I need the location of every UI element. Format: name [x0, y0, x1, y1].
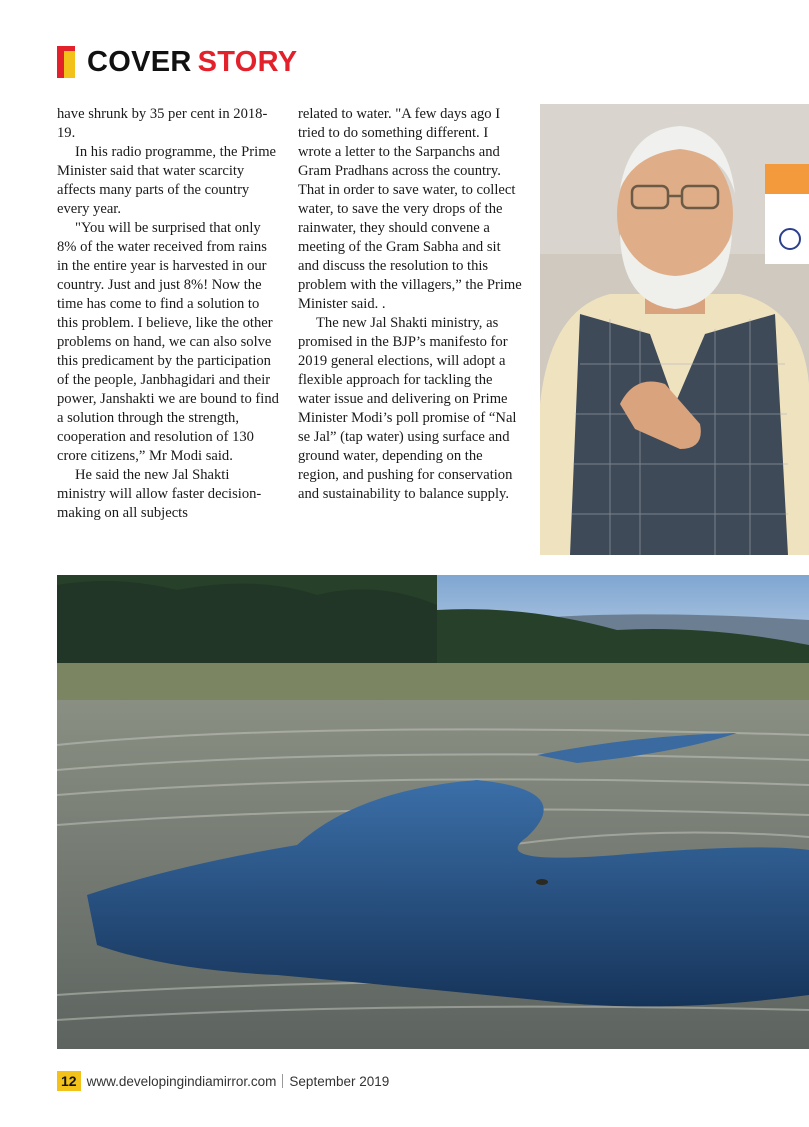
prime-minister-photo — [540, 104, 809, 555]
article-column-right — [298, 105, 524, 504]
page-number: 12 — [57, 1071, 81, 1091]
paragraph: have shrunk by 35 per cent in 2018-19. — [57, 106, 268, 141]
issue-date: September 2019 — [289, 1073, 390, 1089]
paragraph: He said the new Jal Shakti ministry will allow faster decision-making on all subjects — [57, 467, 262, 521]
footer-divider — [282, 1074, 283, 1088]
paragraph: "You will be surprised that only 8% of the water received from rains in the entire year is harvested in our country. Just and just 8%! Now the time has come to find a solution to this problem. I believe, like the other problems on hand, we can also solve this predicament by the participation of the people, Janbhagidari and their power, Janshakti we are bound to find a solution through the strength, cooperation and resolution of 130 crore citizens,” Mr Modi said. — [57, 220, 279, 464]
paragraph: related to water. "A few days ago I tried to do something different. I wrote a letter to the Sarpanchs and Gram Pradhans across the country. That in order to save water, to collect water, to save the very drops of the rainwater, they should convene a meeting of the Gram Sabha and sit and discuss the resolution to this problem with the villagers,” the Prime Minister said. . — [298, 106, 522, 312]
section-title-cover: COVER — [87, 45, 192, 78]
page-footer — [57, 1071, 389, 1091]
section-title — [87, 45, 298, 78]
website-link[interactable]: www.developingindiamirror.com — [86, 1073, 277, 1089]
section-title-story: STORY — [197, 45, 298, 78]
section-header — [57, 44, 297, 80]
section-marker-icon — [57, 46, 75, 78]
article-column-left — [57, 105, 279, 523]
paragraph: The new Jal Shakti ministry, as promised in the BJP’s manifesto for 2019 general elections, will adopt a flexible approach for tackling the water issue and delivering on Prime Minister Modi’s poll promise of “Nal se Jal” (tap water) using surface and ground water, depending on the region, and pushing for conservation and sustainability to balance supply. — [298, 315, 517, 502]
paragraph: In his radio programme, the Prime Minister said that water scarcity affects many parts of the country every year. — [57, 144, 277, 217]
dry-lake-photo — [57, 575, 809, 1049]
